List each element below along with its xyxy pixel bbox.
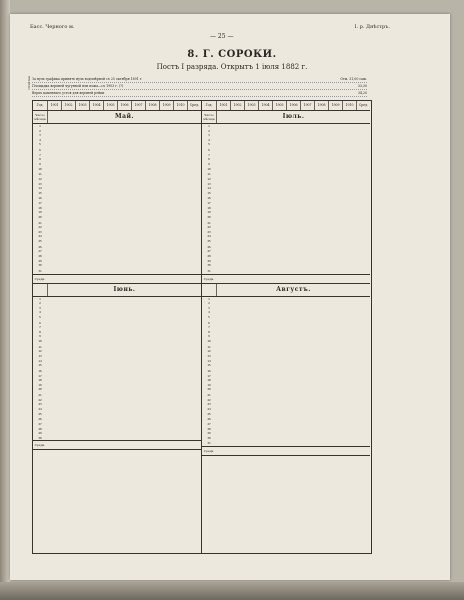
day-row: 17 (207, 201, 211, 206)
day-row: 20 (207, 214, 211, 219)
day-row: 23 (207, 229, 211, 234)
day-row: 19 (38, 210, 42, 215)
day-row: 30 (38, 263, 42, 268)
table-right-half (202, 101, 370, 553)
day-row: 8 (39, 329, 41, 334)
running-head (30, 24, 390, 30)
daily-rows-may (33, 124, 201, 274)
day-row: 17 (38, 201, 42, 206)
day-row: 24 (207, 234, 211, 239)
day-row: 2 (39, 128, 41, 133)
day-row: 14 (207, 186, 211, 191)
day-row: 26 (38, 244, 42, 249)
year-header-row: Год. 1901 1902 1903 1904 1905 1906 1907 1908 1909 1910 Сред. (202, 101, 370, 111)
day-row: 1 (39, 124, 41, 128)
day-row: 3 (39, 305, 41, 310)
day-row: 8 (39, 157, 41, 162)
day-row: 12 (38, 176, 42, 181)
year-header-row: Год. 1901 1902 1903 1904 1905 1906 1907 1908 1909 1910 Сред. (33, 101, 201, 111)
day-row: 14 (38, 358, 42, 363)
daily-rows-june (33, 297, 201, 441)
day-row: 24 (207, 406, 211, 411)
day-row: 12 (207, 176, 211, 181)
day-row: 10 (38, 166, 42, 171)
day-row: 23 (38, 229, 42, 234)
day-row: 28 (207, 426, 211, 431)
day-row: 27 (207, 249, 211, 254)
header-left: Басс. Черного м. (30, 24, 75, 30)
day-row: 25 (207, 411, 211, 416)
day-row: 17 (207, 373, 211, 378)
book-edge (0, 0, 10, 600)
notes-side-label: Отмѣтки (27, 76, 31, 90)
day-row: 21 (207, 220, 211, 225)
day-row: 28 (207, 253, 211, 258)
day-row: 20 (38, 214, 42, 219)
day-row: 29 (38, 431, 42, 436)
day-row: 5 (208, 314, 210, 319)
day-row: 24 (38, 234, 42, 239)
month-name: Іюнь. (113, 285, 136, 293)
day-row: 16 (38, 196, 42, 201)
page-title: 8. Г. СОРОКИ. (187, 49, 277, 60)
day-row: 6 (39, 320, 41, 325)
month-header-june (33, 284, 201, 297)
day-row: 26 (38, 417, 42, 422)
day-row: 8 (208, 329, 210, 334)
average-row: Средн. (202, 446, 370, 456)
day-row: 25 (38, 239, 42, 243)
day-row: 6 (39, 148, 41, 153)
day-row: 1 (39, 296, 41, 301)
note-row: За нуль графика принятъ нуль водомѣрной съ 25 октября 1891 г. Отм. 31,00 саж. (32, 77, 367, 81)
day-row: 3 (208, 305, 210, 310)
day-row: 13 (38, 354, 42, 359)
day-row: 13 (207, 181, 211, 186)
day-row: 1 (208, 124, 210, 128)
day-row: 3 (39, 133, 41, 138)
day-row: 6 (208, 148, 210, 153)
daily-rows-july (202, 124, 370, 274)
page-shadow (0, 582, 464, 600)
day-row: 16 (207, 369, 211, 373)
water-level-table (32, 100, 372, 554)
day-row: 15 (207, 190, 211, 195)
day-row: 21 (38, 393, 42, 398)
day-row: 9 (39, 161, 41, 166)
day-row: 4 (39, 310, 41, 315)
day-row: 14 (207, 358, 211, 363)
day-row: 4 (208, 137, 210, 142)
day-row: 28 (38, 426, 42, 431)
page-number: — 25 — (210, 33, 234, 40)
day-row: 10 (38, 339, 42, 344)
month-name: Августъ. (276, 285, 311, 293)
day-row: 20 (207, 387, 211, 392)
header-right: I. р. Днѣстръ. (354, 24, 390, 30)
day-row: 22 (38, 397, 42, 402)
day-row: 3 (208, 133, 210, 138)
day-row: 29 (207, 431, 211, 436)
day-row: 7 (39, 325, 41, 330)
day-row: 9 (39, 334, 41, 339)
day-row: 20 (38, 387, 42, 392)
day-row: 26 (207, 417, 211, 422)
month-name: Іюль. (282, 113, 305, 120)
day-row: 25 (38, 411, 42, 416)
month-header-may: Число мѣсяца Май. (33, 111, 201, 124)
day-row: 21 (38, 220, 42, 225)
day-row: 17 (38, 373, 42, 378)
day-row: 16 (207, 196, 211, 201)
day-row: 4 (208, 310, 210, 315)
day-row: 7 (208, 325, 210, 330)
note-row: Площадка верхней чугунной пли пожа—съ 1903 г. (?) 33,30 (32, 84, 367, 88)
day-row: 7 (39, 152, 41, 157)
day-row: 9 (208, 334, 210, 339)
table-left-half (33, 101, 202, 553)
day-row: 31 (38, 268, 42, 273)
day-row: 7 (208, 152, 210, 157)
day-row: 11 (38, 172, 42, 177)
day-row: 1 (208, 296, 210, 301)
day-row: 21 (207, 393, 211, 398)
day-row: 22 (207, 225, 211, 230)
day-row: 22 (207, 397, 211, 402)
month-header-july: Число мѣсяца Іюль. (202, 111, 370, 124)
day-row: 19 (207, 210, 211, 215)
day-row: 22 (38, 225, 42, 230)
day-row: 18 (207, 378, 211, 383)
day-row: 11 (207, 172, 211, 177)
day-row: 15 (207, 363, 211, 368)
day-row: 15 (38, 190, 42, 195)
day-row: 31 (207, 441, 211, 446)
day-row: 5 (39, 314, 41, 319)
day-row: 14 (38, 186, 42, 191)
day-row: 29 (207, 258, 211, 263)
average-row: Средн. (202, 274, 370, 284)
day-row: 29 (38, 258, 42, 263)
day-row: 27 (38, 249, 42, 254)
day-row: 23 (38, 402, 42, 407)
average-row: Средн. (33, 440, 201, 450)
day-row: 12 (207, 349, 211, 354)
month-name: Май. (114, 113, 135, 120)
day-row: 19 (38, 382, 42, 387)
day-row: 31 (207, 268, 211, 273)
day-row: 26 (207, 244, 211, 249)
day-row: 18 (38, 378, 42, 383)
day-row: 2 (208, 301, 210, 306)
day-row: 11 (207, 344, 211, 349)
day-row: 19 (207, 382, 211, 387)
day-row: 24 (38, 406, 42, 411)
day-row: 16 (38, 369, 42, 373)
day-row: 6 (208, 320, 210, 325)
day-row: 30 (38, 435, 42, 440)
day-row: 2 (39, 301, 41, 306)
day-row: 2 (208, 128, 210, 133)
day-row: 5 (208, 142, 210, 147)
day-row: 5 (39, 142, 41, 147)
average-row: Средн. (33, 274, 201, 284)
day-row: 9 (208, 161, 210, 166)
day-row: 30 (207, 435, 211, 440)
note-row: Верхъ каменнаго устоя для верхней рейки 34,20 (32, 91, 367, 95)
daily-rows-august (202, 297, 370, 447)
day-row: 10 (207, 166, 211, 171)
day-row: 18 (207, 205, 211, 210)
day-row: 13 (207, 354, 211, 359)
day-row: 28 (38, 253, 42, 258)
day-row: 8 (208, 157, 210, 162)
day-row: 13 (38, 181, 42, 186)
day-row: 10 (207, 339, 211, 344)
day-row: 27 (207, 421, 211, 426)
day-row: 25 (207, 239, 211, 243)
day-row: 4 (39, 137, 41, 142)
day-row: 12 (38, 349, 42, 354)
day-row: 30 (207, 263, 211, 268)
page-subtitle: Постъ I разряда. Открытъ 1 іюля 1882 г. (156, 63, 308, 71)
day-row: 27 (38, 421, 42, 426)
month-header-august (202, 284, 370, 297)
day-row: 18 (38, 205, 42, 210)
day-row: 11 (38, 344, 42, 349)
gauge-notes (27, 76, 367, 97)
day-row: 23 (207, 402, 211, 407)
day-row: 15 (38, 363, 42, 368)
